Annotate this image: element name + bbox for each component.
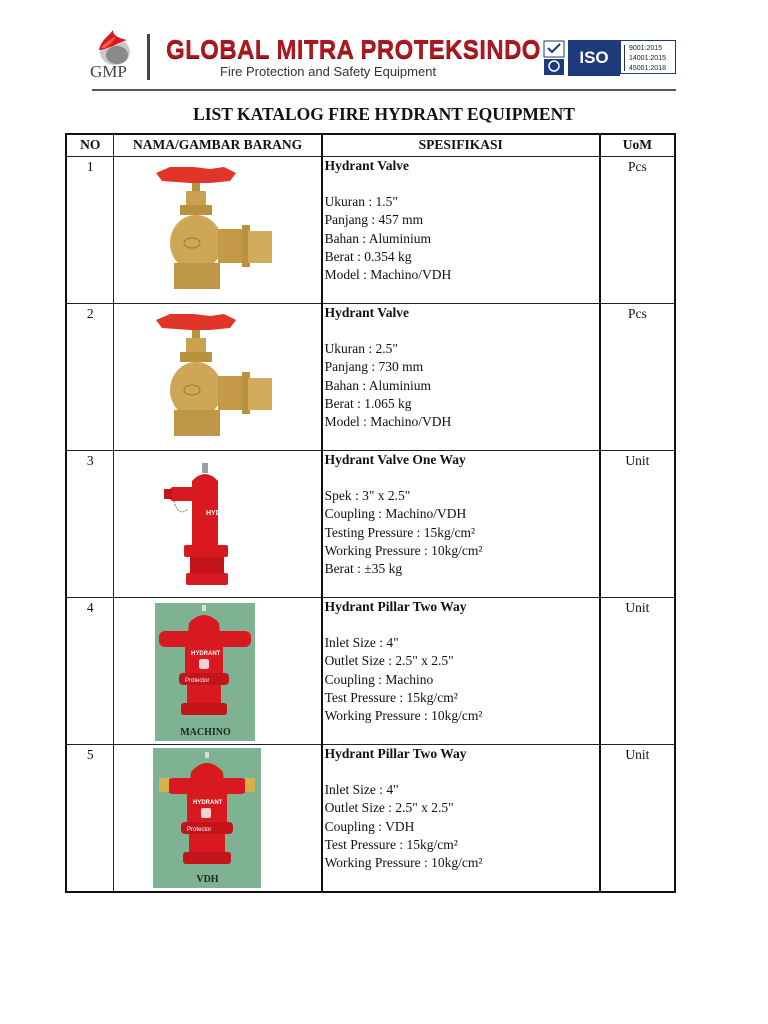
item-image-cell xyxy=(114,304,322,451)
spec-line: Working Pressure : 10kg/cm² xyxy=(324,542,483,558)
spec-line: Outlet Size : 2.5" x 2.5" xyxy=(324,800,454,816)
spec-line: Working Pressure : 10kg/cm² xyxy=(324,855,483,871)
hydrant-valve-image-icon xyxy=(144,312,274,440)
svg-text:Protector: Protector xyxy=(185,678,210,684)
company-name: GLOBAL MITRA PROTEKSINDO xyxy=(166,34,541,64)
spec-line: Spek : 3" x 2.5" xyxy=(324,488,411,504)
item-name: Hydrant Pillar Two Way xyxy=(324,599,467,614)
spec-line: Bahan : Aluminium xyxy=(324,377,432,393)
spec-line: Test Pressure : 15kg/cm² xyxy=(324,689,458,705)
spec-line: Coupling : VDH xyxy=(324,818,415,834)
item-image-cell xyxy=(114,745,322,893)
spec-line: Inlet Size : 4" xyxy=(324,635,399,651)
spec-line: Model : Machino/VDH xyxy=(324,267,452,283)
hydrant-pillar-one-way-image-icon xyxy=(162,461,232,589)
column-header-no: NO xyxy=(66,134,114,157)
spec-line: Model : Machino/VDH xyxy=(324,414,452,430)
spec-line: Ukuran : 1.5" xyxy=(324,194,398,210)
document-title: LIST KATALOG FIRE HYDRANT EQUIPMENT xyxy=(193,104,575,124)
image-caption: MACHINO xyxy=(180,727,231,738)
iso-standard: 14001:2015 xyxy=(629,55,666,62)
item-image-cell xyxy=(114,451,322,598)
table-row xyxy=(66,451,675,598)
uom-cell: Unit xyxy=(600,598,675,745)
header-rule xyxy=(92,89,676,91)
svg-text:HYDRANT: HYDRANT xyxy=(191,651,221,657)
spec-line: Bahan : Aluminium xyxy=(324,230,432,246)
item-image-cell xyxy=(114,598,322,745)
hydrant-valve-image-icon xyxy=(144,165,274,293)
row-number: 4 xyxy=(66,598,114,745)
spec-line: Working Pressure : 10kg/cm² xyxy=(324,708,483,724)
spec-line: Berat : 0.354 kg xyxy=(324,248,412,264)
column-header-item: NAMA/GAMBAR BARANG xyxy=(114,134,322,157)
spec-cell xyxy=(322,451,600,598)
spec-cell xyxy=(322,157,600,304)
iso-standard: 45001:2018 xyxy=(629,65,666,72)
spec-line: Berat : 1.065 kg xyxy=(324,395,412,411)
row-number: 3 xyxy=(66,451,114,598)
iso-standard: 9001:2015 xyxy=(629,45,663,52)
uom-cell: Pcs xyxy=(600,304,675,451)
table-row xyxy=(66,745,675,893)
spec-line: Outlet Size : 2.5" x 2.5" xyxy=(324,653,454,669)
iancm-badge-icon xyxy=(543,40,565,76)
row-number: 1 xyxy=(66,157,114,304)
spec-cell xyxy=(322,304,600,451)
hydrant-pillar-two-way-icon xyxy=(155,603,255,723)
spec-line: Panjang : 730 mm xyxy=(324,359,424,375)
spec-line: Coupling : Machino xyxy=(324,671,434,687)
iso-standards xyxy=(620,40,676,74)
table-row xyxy=(66,304,675,451)
table-row xyxy=(66,598,675,745)
logo-text: GMP xyxy=(90,62,127,81)
uom-cell: Unit xyxy=(600,451,675,598)
hydrant-pillar-machino-image xyxy=(155,603,255,741)
spec-line: Berat : ±35 kg xyxy=(324,561,403,577)
certification-badges xyxy=(543,40,678,76)
letterhead xyxy=(88,28,680,92)
item-name: Hydrant Valve xyxy=(324,158,409,173)
svg-text:HYDRANT: HYDRANT xyxy=(193,800,223,806)
spec-line: Testing Pressure : 15kg/cm² xyxy=(324,524,476,540)
spec-cell xyxy=(322,745,600,893)
table-header-row xyxy=(66,134,675,157)
uom-cell: Unit xyxy=(600,745,675,893)
spec-line: Test Pressure : 15kg/cm² xyxy=(324,836,458,852)
table-row xyxy=(66,157,675,304)
hydrant-pillar-vdh-image xyxy=(153,748,261,888)
uom-cell: Pcs xyxy=(600,157,675,304)
item-name: Hydrant Pillar Two Way xyxy=(324,746,467,761)
spec-line: Panjang : 457 mm xyxy=(324,212,424,228)
image-caption: VDH xyxy=(196,874,219,885)
column-header-uom: UoM xyxy=(600,134,675,157)
row-number: 2 xyxy=(66,304,114,451)
spec-line: Coupling : Machino/VDH xyxy=(324,506,467,522)
iso-logo: ISO xyxy=(568,40,620,76)
company-tagline: Fire Protection and Safety Equipment xyxy=(220,64,437,79)
hydrant-pillar-two-way-icon xyxy=(153,748,261,870)
logo-divider xyxy=(147,34,150,80)
item-name: Hydrant Valve One Way xyxy=(324,452,466,467)
row-number: 5 xyxy=(66,745,114,893)
catalog-table xyxy=(65,133,676,893)
svg-text:HYD: HYD xyxy=(206,510,222,517)
svg-text:Protector: Protector xyxy=(187,827,212,833)
spec-cell xyxy=(322,598,600,745)
item-name: Hydrant Valve xyxy=(324,305,409,320)
column-header-spec: SPESIFIKASI xyxy=(322,134,600,157)
spec-line: Inlet Size : 4" xyxy=(324,782,399,798)
item-image-cell xyxy=(114,157,322,304)
spec-line: Ukuran : 2.5" xyxy=(324,341,398,357)
